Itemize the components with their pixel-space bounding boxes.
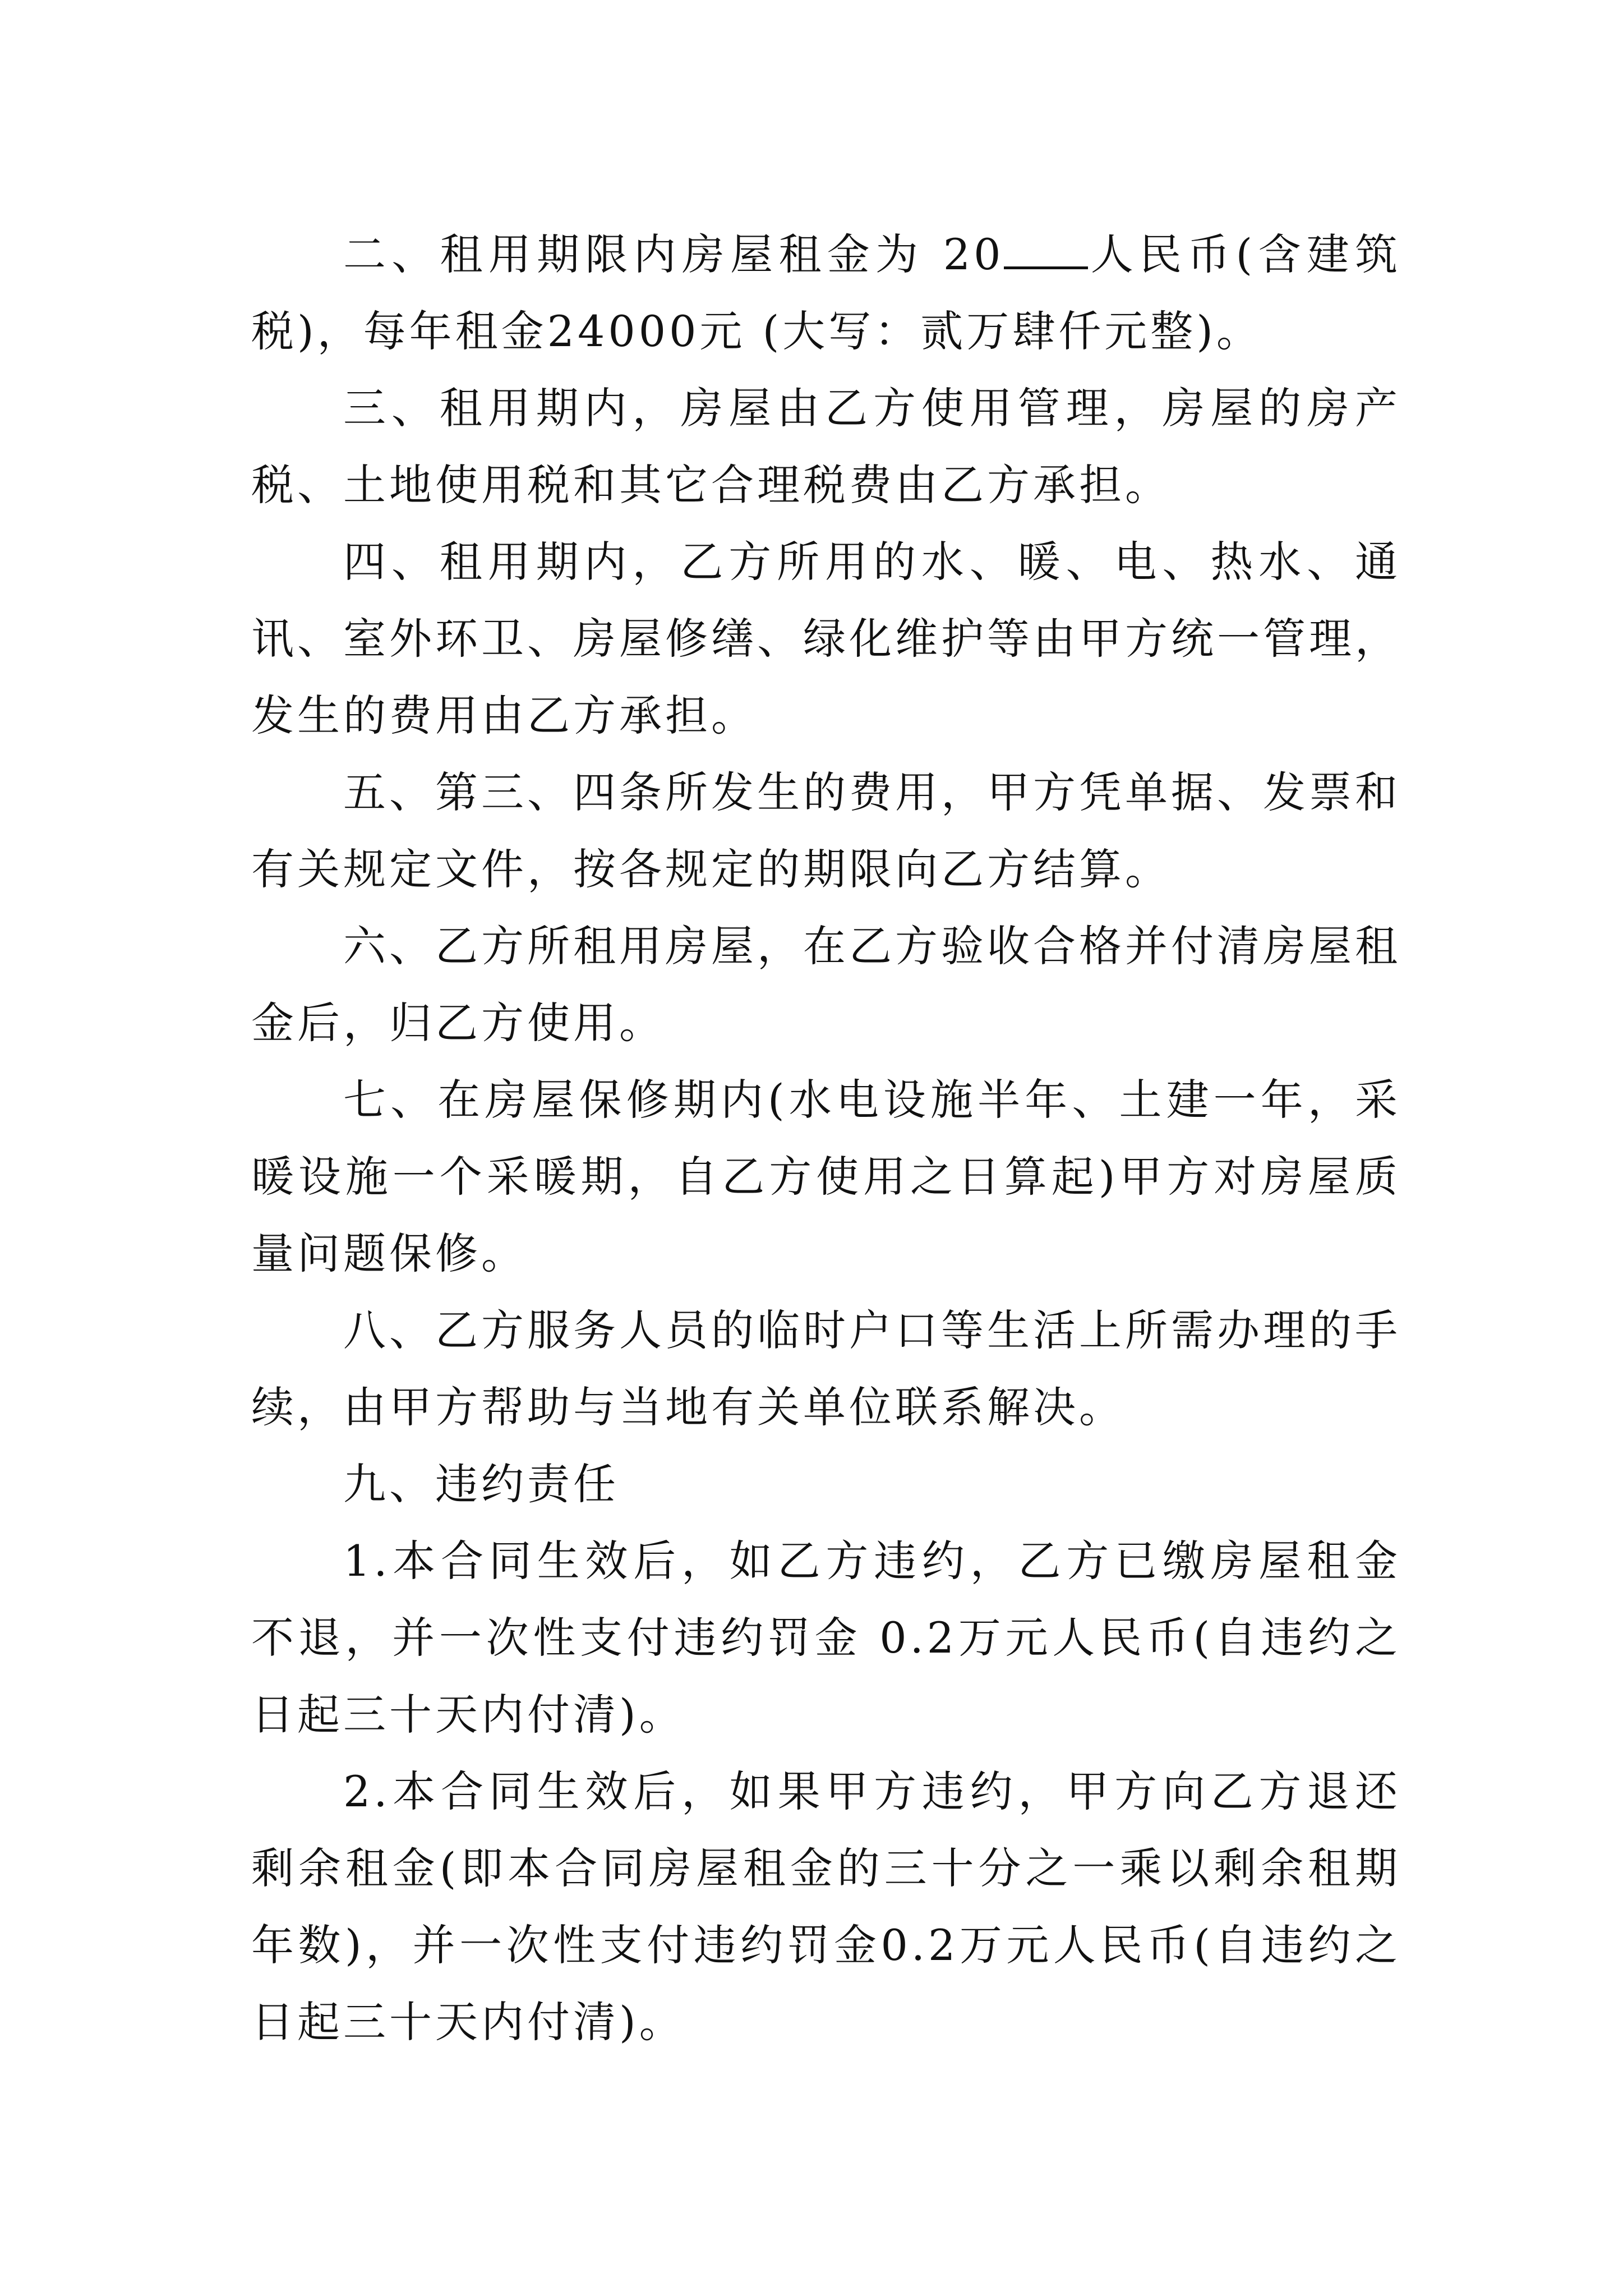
clause-8-residence: 八、乙方服务人员的临时户口等生活上所需办理的手续，由甲方帮助与当地有关单位联系解决。 — [251, 1305, 1401, 1432]
clause-6-acceptance: 六、乙方所租用房屋，在乙方验收合格并付清房屋租金后，归乙方使用。 — [251, 921, 1401, 1048]
clause-5-settlement: 五、第三、四条所发生的费用，甲方凭单据、发票和有关规定文件，按各规定的期限向乙方结算。 — [251, 767, 1401, 894]
clause-9-item-2: 2.本合同生效后，如果甲方违约，甲方向乙方退还剩余租金(即本合同房屋租金的三十分之一乘以剩余租期年数)，并一次性支付违约罚金0.2万元人民币(自违约之日起三十天内付清)。 — [251, 1766, 1401, 2047]
clause-9-item-1: 1.本合同生效后，如乙方违约，乙方已缴房屋租金不退，并一次性支付违约罚金 0.2万元人民币(自违约之日起三十天内付清)。 — [251, 1536, 1401, 1740]
clause-9-heading: 九、违约责任 — [343, 1459, 619, 1509]
blank-underline — [1004, 233, 1088, 269]
clause-4-utilities: 四、租用期内，乙方所用的水、暖、电、热水、通讯、室外环卫、房屋修缮、绿化维护等由甲方统一管理，发生的费用由乙方承担。 — [251, 537, 1401, 740]
clause-2-after: 人民币(含建筑税)，每年租金24000元 (大写：贰万肆仟元整)。 — [251, 229, 1401, 356]
clause-2-rent — [251, 216, 1401, 370]
clause-7-warranty: 七、在房屋保修期内(水电设施半年、土建一年，采暖设施一个采暖期，自乙方使用之日算起)甲方对房屋质量问题保修。 — [251, 1075, 1401, 1278]
clause-2-before: 二、租用期限内房屋租金为 20 — [343, 229, 1004, 279]
contract-body — [251, 216, 1401, 2060]
clause-3-management: 三、租用期内，房屋由乙方使用管理，房屋的房产税、土地使用税和其它合理税费由乙方承担。 — [251, 383, 1401, 510]
